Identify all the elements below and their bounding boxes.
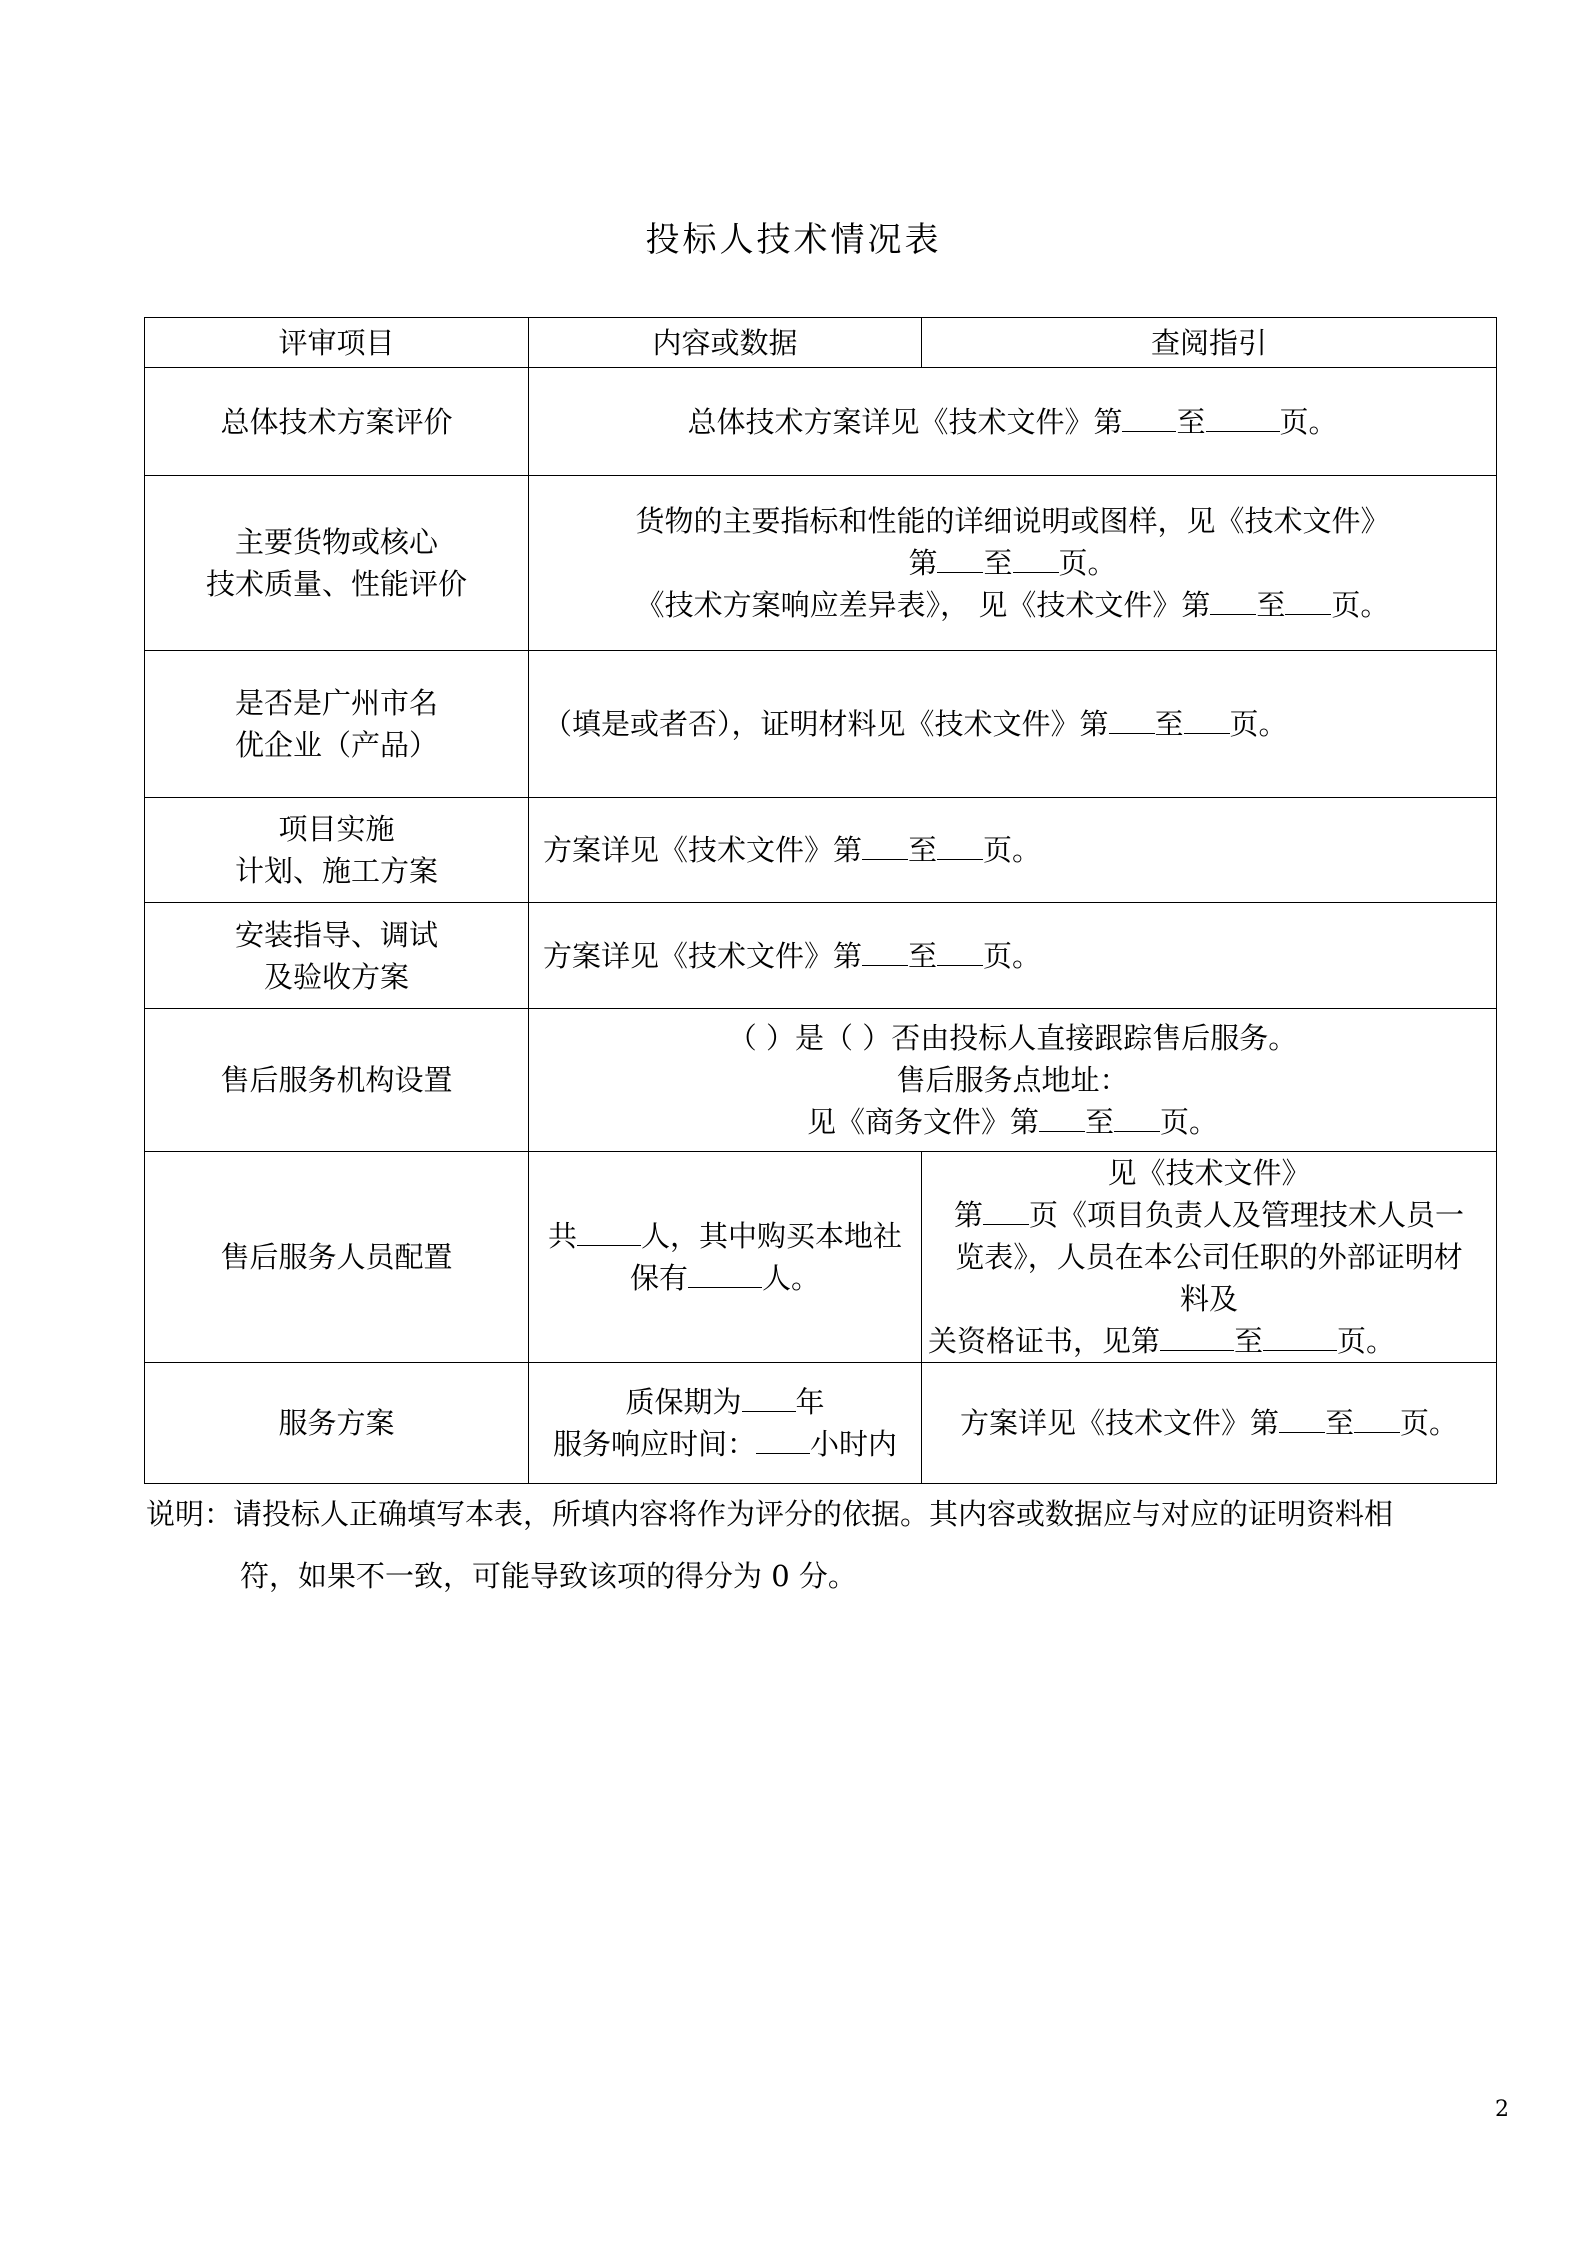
- table-row: [145, 651, 1497, 798]
- note-line-1: 说明：请投标人正确填写本表，所填内容将作为评分的依据。其内容或数据应与对应的证明资料相: [146, 1497, 1394, 1531]
- row-item: 安装指导、调试 及验收方案: [145, 903, 529, 1009]
- row-content: 方案详见《技术文件》第 至 页。: [529, 903, 1497, 1009]
- row-item: 项目实施 计划、施工方案: [145, 798, 529, 903]
- row-item: 主要货物或核心 技术质量、性能评价: [145, 476, 529, 651]
- row-item: 售后服务机构设置: [145, 1009, 529, 1152]
- row-content: 共 人，其中购买本地社 保有 人。: [529, 1152, 922, 1363]
- row-content: 质保期为 年 服务响应时间： 小时内: [529, 1363, 922, 1484]
- table-row: [145, 1152, 1497, 1363]
- table-row: [145, 798, 1497, 903]
- header-guide: 查阅指引: [922, 318, 1497, 368]
- technical-status-table: [144, 317, 1497, 1484]
- row-content: 货物的主要指标和性能的详细说明或图样，见《技术文件》 第 至 页。 《技术方案响应差异表》， 见《技术文件》第 至 页。: [529, 476, 1497, 651]
- header-content: 内容或数据: [529, 318, 922, 368]
- table-row: [145, 476, 1497, 651]
- table-row: [145, 368, 1497, 476]
- table-row: [145, 1009, 1497, 1152]
- row-content: 方案详见《技术文件》第 至 页。: [529, 798, 1497, 903]
- row-item: 是否是广州市名 优企业（产品）: [145, 651, 529, 798]
- table-row: [145, 1363, 1497, 1484]
- row-content: （填是或者否），证明材料见《技术文件》第 至 页。: [529, 651, 1497, 798]
- row-item: 总体技术方案评价: [145, 368, 529, 476]
- note: [146, 1493, 1516, 1597]
- page-title: 投标人技术情况表: [645, 220, 942, 260]
- header-review-item: 评审项目: [145, 318, 529, 368]
- page-number: 2: [1495, 2097, 1509, 2122]
- table-header-row: [145, 318, 1497, 368]
- row-content: 总体技术方案详见《技术文件》第 至 页。: [529, 368, 1497, 476]
- row-guide: 方案详见《技术文件》第 至 页。: [922, 1363, 1497, 1484]
- row-item: 服务方案: [145, 1363, 529, 1484]
- note-line-2: 符，如果不一致，可能导致该项的得分为 0 分。: [240, 1559, 857, 1593]
- row-content: （ ）是（ ）否由投标人直接跟踪售后服务。 售后服务点地址： 见《商务文件》第 至 页。: [529, 1009, 1497, 1152]
- table-row: [145, 903, 1497, 1009]
- row-item: 售后服务人员配置: [145, 1152, 529, 1363]
- row-guide: 见《技术文件》 第 页《项目负责人及管理技术人员一 览表》，人员在本公司任职的外部证明材 料及 关资格证书，见第 至 页。: [922, 1152, 1497, 1363]
